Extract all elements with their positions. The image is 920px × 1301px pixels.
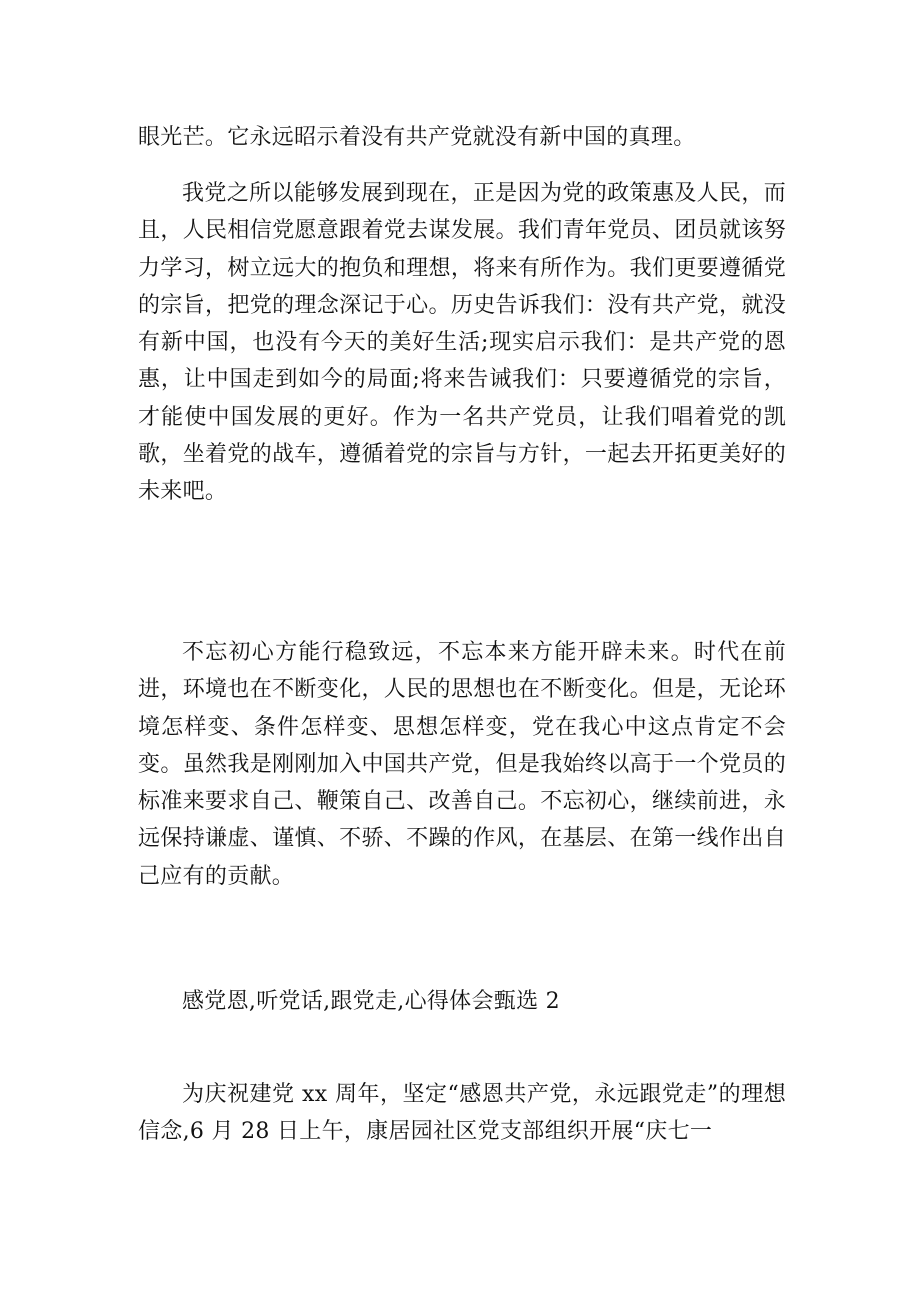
paragraph-party-development: 我党之所以能够发展到现在，正是因为党的政策惠及人民，而且，人民相信党愿意跟着党去谋发展。我们青年党员、团员就该努力学习，树立远大的抱负和理想，将来有所作为。我们更要遵循党的宗旨，把党的理念深记于心。历史告诉我们：没有共产党，就没有新中国，也没有今天的美好生活;现实启示我们：是共产党的恩惠，让中国走到如今的局面;将来告诫我们：只要遵循党的宗旨，才能使中国发展的更好。作为一名共产党员，让我们唱着党的凯歌，坐着党的战车，遵循着党的宗旨与方针，一起去开拓更美好的未来吧。 (138, 181, 786, 505)
paragraph-celebration: 为庆祝建党 xx 周年，坚定“感恩共产党，永远跟党走”的理想信念,6 月 28 日上午，康居园社区党支部组织开展“庆七一 (138, 1082, 786, 1145)
section-heading: 感党恩,听党话,跟党走,心得体会甄选 2 (182, 989, 560, 1014)
paragraph-original-aspiration: 不忘初心方能行稳致远，不忘本来方能开辟未来。时代在前进，环境也在不断变化，人民的思想也在不断变化。但是，无论环境怎样变、条件怎样变、思想怎样变，党在我心中这点肯定不会变。虽然我是刚刚加入中国共产党，但是我始终以高于一个党员的标准来要求自己、鞭策自己、改善自己。不忘初心，继续前进，永远保持谦虚、谨慎、不骄、不躁的作风，在基层、在第一线作出自己应有的贡献。 (138, 640, 786, 889)
paragraph-continuation: 眼光芒。它永远昭示着没有共产党就没有新中国的真理。 (138, 125, 696, 150)
